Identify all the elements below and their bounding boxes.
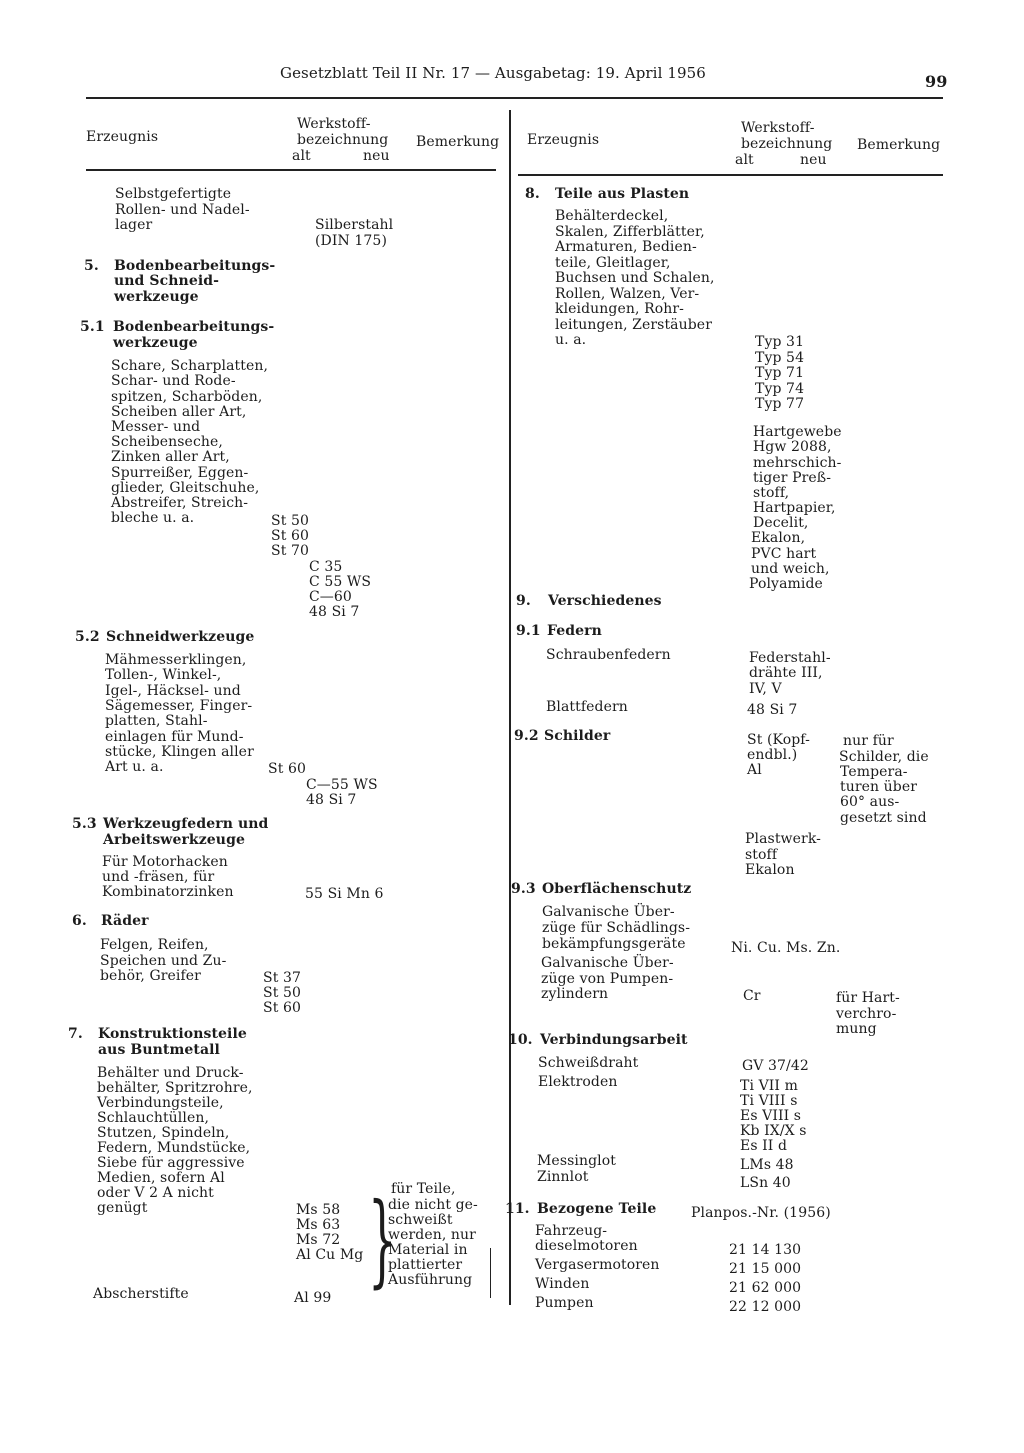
s92-material: Al — [747, 762, 762, 778]
s52-neu: 48 Si 7 — [306, 792, 357, 808]
s53-item: und -fräsen, für — [102, 869, 215, 885]
s6-item: Speichen und Zu- — [100, 953, 227, 969]
s52-item: Igel-, Häcksel- und — [105, 683, 241, 699]
section-5-title-3: werkzeuge — [114, 289, 199, 305]
s51-item: Zinken aller Art, — [111, 449, 230, 465]
running-title: Gesetzblatt Teil II Nr. 17 — Ausgabetag: 19. April 1956 — [280, 64, 706, 82]
s92-material-2: stoff — [745, 847, 778, 863]
s93-item-2: züge von Pumpen- — [541, 971, 674, 987]
s51-neu: 48 Si 7 — [309, 604, 360, 620]
s11-code: 22 12 000 — [729, 1299, 802, 1315]
section-9-1-number: 9.1 — [516, 623, 541, 639]
page-number: 99 — [925, 72, 948, 91]
s52-item: Tollen-, Winkel-, — [105, 667, 222, 683]
section-9-2-number: 9.2 — [514, 728, 539, 744]
header-rule — [86, 97, 943, 99]
section-5-title-1: Bodenbearbeitungs- — [114, 258, 276, 274]
s6-item: Felgen, Reifen, — [100, 937, 209, 953]
right-col-werkstoff: Werkstoff- — [741, 120, 815, 136]
section-5-number: 5. — [84, 258, 99, 274]
s8-material: stoff, — [753, 485, 790, 501]
s7-item: Stutzen, Spindeln, — [97, 1125, 230, 1141]
section-11-number: 11. — [505, 1201, 530, 1217]
s7-remark: die nicht ge- — [388, 1197, 478, 1213]
s92-material-2: Ekalon — [745, 862, 795, 878]
section-5-2-number: 5.2 — [75, 629, 100, 645]
section-10-title: Verbindungsarbeit — [540, 1032, 688, 1048]
s51-item: bleche u. a. — [111, 510, 195, 526]
s51-item: Schar- und Rode- — [111, 373, 236, 389]
section-9-title: Verschiedenes — [548, 593, 662, 609]
s52-neu: C—55 WS — [306, 777, 378, 793]
s8-item: Skalen, Zifferblätter, — [555, 224, 705, 240]
s8-item: Behälterdeckel, — [555, 208, 669, 224]
section-5-2-title: Schneidwerkzeuge — [106, 629, 255, 645]
s93-item-1: bekämpfungsgeräte — [542, 936, 686, 952]
s93-item-1: züge für Schädlings- — [542, 920, 691, 936]
s10-material: GV 37/42 — [742, 1058, 809, 1074]
s91-material-1: IV, V — [749, 681, 782, 697]
section-9-number: 9. — [516, 593, 531, 609]
s92-remark: 60° aus- — [840, 794, 900, 810]
left-col-bemerkung: Bemerkung — [416, 134, 500, 150]
s91-material-1: drähte III, — [749, 665, 823, 681]
s92-remark: Schilder, die — [839, 749, 929, 765]
s10-item-2: Messinglot — [537, 1153, 616, 1169]
s10-material: Ti VIII s — [740, 1093, 798, 1109]
s8-item: Buchsen und Schalen, — [555, 270, 715, 286]
s10-material: Es II d — [740, 1138, 788, 1154]
s6-alt: St 50 — [263, 985, 301, 1001]
intro-neu-2: (DIN 175) — [315, 233, 388, 249]
s8-material: Hartpapier, — [753, 500, 836, 516]
s53-item: Für Motorhacken — [102, 854, 228, 870]
s8-item: Rollen, Walzen, Ver- — [555, 286, 700, 302]
s8-type: Typ 77 — [755, 396, 805, 412]
section-5-3-title-2: Arbeitswerkzeuge — [103, 832, 245, 848]
s51-item: spitzen, Scharböden, — [111, 389, 263, 405]
s11-item: Winden — [535, 1276, 590, 1292]
s10-material: Ti VII m — [740, 1078, 798, 1094]
s91-material-2: 48 Si 7 — [747, 702, 798, 718]
s91-material-1: Federstahl- — [749, 650, 831, 666]
s52-item: platten, Stahl- — [105, 713, 208, 729]
right-col-neu: neu — [800, 152, 827, 168]
s51-item: glieder, Gleitschuhe, — [111, 480, 260, 496]
s7-item: Schlauchtüllen, — [97, 1110, 209, 1126]
s7-remark: Ausführung — [388, 1272, 473, 1288]
s7-alt: Al Cu Mg — [296, 1247, 364, 1263]
section-11-title: Bezogene Teile — [537, 1201, 657, 1217]
s8-material: Hgw 2088, — [753, 439, 832, 455]
s92-remark: nur für — [843, 733, 894, 749]
s52-item: Mähmesserklingen, — [105, 652, 247, 668]
left-col-alt: alt — [292, 148, 311, 164]
s7-remark: Material in — [388, 1242, 468, 1258]
s10-material: Es VIII s — [740, 1108, 802, 1124]
s10-material-2: LSn 40 — [740, 1175, 791, 1191]
s51-alt: St 60 — [271, 528, 309, 544]
s8-item: Armaturen, Bedien- — [555, 239, 697, 255]
s11-heading: Planpos.-Nr. (1956) — [691, 1205, 831, 1221]
s7-alt: Ms 58 — [296, 1202, 341, 1218]
s51-alt: St 50 — [271, 513, 309, 529]
section-5-3-title-1: Werkzeugfedern und — [103, 816, 269, 832]
section-5-3-number: 5.3 — [72, 816, 97, 832]
s7-remark: schweißt — [388, 1212, 453, 1228]
right-col-alt: alt — [735, 152, 754, 168]
curly-brace-icon: } — [368, 1181, 397, 1298]
s93-remark: mung — [836, 1021, 877, 1037]
intro-line-1: Selbstgefertigte — [115, 186, 232, 202]
section-7-number: 7. — [68, 1026, 83, 1042]
s93-item-1: Galvanische Über- — [542, 904, 675, 920]
s51-neu: C 35 — [309, 559, 343, 575]
s8-material: und weich, — [751, 561, 830, 577]
s8-material: PVC hart — [751, 546, 817, 562]
s11-code: 21 14 130 — [729, 1242, 802, 1258]
section-6-title: Räder — [101, 913, 149, 929]
s52-alt: St 60 — [268, 761, 306, 777]
s51-item: Spurreißer, Eggen- — [111, 465, 249, 481]
s52-item: Sägemesser, Finger- — [105, 698, 253, 714]
s11-item: dieselmotoren — [535, 1238, 638, 1254]
s52-item: einlagen für Mund- — [105, 729, 244, 745]
s7-alt: Ms 72 — [296, 1232, 341, 1248]
section-9-2-title: Schilder — [544, 728, 611, 744]
s8-material: tiger Preß- — [753, 470, 832, 486]
s11-code: 21 62 000 — [729, 1280, 802, 1296]
intro-neu-1: Silberstahl — [315, 217, 394, 233]
s11-item: Vergasermotoren — [535, 1257, 660, 1273]
section-6-number: 6. — [72, 913, 87, 929]
s51-neu: C 55 WS — [309, 574, 372, 590]
s7-item: Siebe für aggressive — [97, 1155, 245, 1171]
s7-item: Medien, sofern Al — [97, 1170, 225, 1186]
s51-alt: St 70 — [271, 543, 309, 559]
s92-remark: gesetzt sind — [840, 810, 927, 826]
s93-item-2: zylindern — [541, 986, 609, 1002]
section-5-title-2: und Schneid- — [114, 273, 220, 289]
s8-type: Typ 74 — [755, 381, 805, 397]
s7-item: behälter, Spritzrohre, — [97, 1080, 253, 1096]
s8-item: u. a. — [555, 332, 587, 348]
s7-item: Verbindungsteile, — [97, 1095, 224, 1111]
section-5-1-title-2: werkzeuge — [113, 335, 198, 351]
right-col-bezeichnung: bezeichnung — [741, 136, 833, 152]
s51-neu: C—60 — [309, 589, 352, 605]
s93-remark: für Hart- — [836, 990, 900, 1006]
s7-item: Federn, Mundstücke, — [97, 1140, 251, 1156]
left-heading-rule — [86, 169, 496, 171]
column-divider — [509, 110, 511, 1305]
s6-item: behör, Greifer — [100, 968, 201, 984]
s7-alt: Ms 63 — [296, 1217, 341, 1233]
s93-material-2: Cr — [743, 988, 761, 1004]
left-bottom-divider — [490, 1248, 491, 1298]
section-8-title: Teile aus Plasten — [555, 186, 690, 202]
s91-item-2: Blattfedern — [546, 699, 628, 715]
s92-material-2: Plastwerk- — [745, 831, 821, 847]
s7-remark: werden, nur — [388, 1227, 476, 1243]
s8-type: Typ 71 — [755, 365, 805, 381]
s51-item: Abstreifer, Streich- — [111, 495, 249, 511]
s11-code: 21 15 000 — [729, 1261, 802, 1277]
s11-item: Fahrzeug- — [535, 1223, 608, 1239]
intro-line-3: lager — [115, 217, 153, 233]
s8-material: Ekalon, — [751, 530, 806, 546]
s10-item-2: Zinnlot — [537, 1169, 589, 1185]
section-9-3-title: Oberflächenschutz — [542, 881, 692, 897]
s10-item: Elektroden — [538, 1074, 618, 1090]
section-10-number: 10. — [508, 1032, 533, 1048]
section-9-3-number: 9.3 — [511, 881, 536, 897]
section-7-title-1: Konstruktionsteile — [98, 1026, 247, 1042]
abscherstifte-alt: Al 99 — [294, 1290, 332, 1306]
left-col-neu: neu — [363, 148, 390, 164]
s92-remark: turen über — [840, 779, 918, 795]
s8-type: Typ 54 — [755, 350, 805, 366]
s8-material: Decelit, — [753, 515, 809, 531]
s92-material: endbl.) — [747, 747, 798, 763]
right-col-bemerkung: Bemerkung — [857, 137, 941, 153]
s11-item: Pumpen — [535, 1295, 594, 1311]
s7-item: oder V 2 A nicht — [97, 1185, 214, 1201]
s8-item: leitungen, Zerstäuber — [555, 317, 712, 333]
s7-item: genügt — [97, 1200, 148, 1216]
s51-item: Scheibenseche, — [111, 434, 223, 450]
s92-remark: Tempera- — [840, 764, 908, 780]
s93-item-2: Galvanische Über- — [541, 955, 674, 971]
s51-item: Scheiben aller Art, — [111, 404, 247, 420]
section-9-1-title: Federn — [547, 623, 602, 639]
s53-neu: 55 Si Mn 6 — [305, 886, 384, 902]
s52-item: Art u. a. — [105, 759, 164, 775]
section-7-title-2: aus Buntmetall — [98, 1042, 220, 1058]
s91-item-1: Schraubenfedern — [546, 647, 671, 663]
right-col-erzeugnis: Erzeugnis — [527, 132, 600, 148]
s8-material: Polyamide — [749, 576, 823, 592]
s8-item: kleidungen, Rohr- — [555, 301, 684, 317]
s8-material: mehrschich- — [753, 455, 842, 471]
s10-material-2: LMs 48 — [740, 1157, 794, 1173]
s8-item: teile, Gleitlager, — [555, 255, 671, 271]
s93-remark: verchro- — [836, 1006, 897, 1022]
s8-type: Typ 31 — [755, 334, 805, 350]
left-col-erzeugnis: Erzeugnis — [86, 129, 159, 145]
s93-material-1: Ni. Cu. Ms. Zn. — [731, 940, 841, 956]
left-col-werkstoff: Werkstoff- — [297, 116, 371, 132]
s7-item: Behälter und Druck- — [97, 1065, 244, 1081]
s8-material: Hartgewebe — [753, 424, 842, 440]
intro-line-2: Rollen- und Nadel- — [115, 202, 250, 218]
section-5-1-number: 5.1 — [80, 319, 105, 335]
left-col-bezeichnung: bezeichnung — [297, 132, 389, 148]
abscherstifte-label: Abscherstifte — [93, 1286, 189, 1302]
section-8-number: 8. — [525, 186, 540, 202]
s92-material: St (Kopf- — [747, 732, 810, 748]
s7-remark: für Teile, — [391, 1181, 456, 1197]
s51-item: Schare, Scharplatten, — [111, 358, 269, 374]
s52-item: stücke, Klingen aller — [105, 744, 254, 760]
s53-item: Kombinatorzinken — [102, 884, 234, 900]
s6-alt: St 37 — [263, 970, 301, 986]
section-5-1-title-1: Bodenbearbeitungs- — [113, 319, 275, 335]
s10-item: Schweißdraht — [538, 1055, 639, 1071]
s51-item: Messer- und — [111, 419, 201, 435]
s6-alt: St 60 — [263, 1000, 301, 1016]
s10-material: Kb IX/X s — [740, 1123, 807, 1139]
right-heading-rule — [518, 174, 943, 176]
s7-remark: plattierter — [388, 1257, 463, 1273]
